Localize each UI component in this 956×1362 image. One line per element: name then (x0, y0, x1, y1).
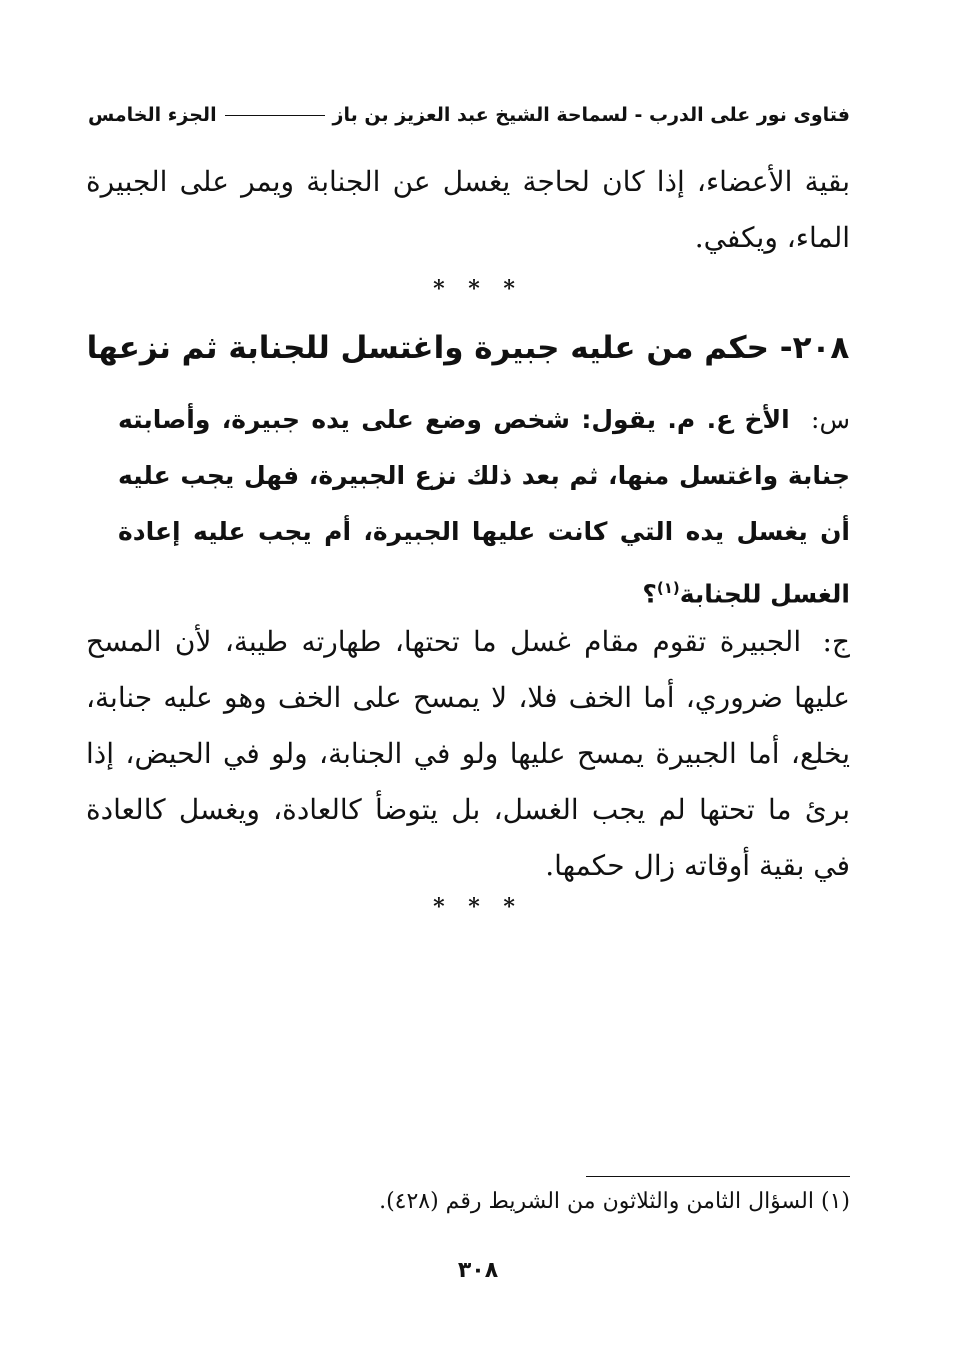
part-label: الجزء الخامس (88, 104, 217, 126)
footnote-reference: (١) (656, 579, 680, 597)
answer-paragraph (86, 614, 850, 894)
question-paragraph (118, 392, 850, 622)
section-separator: * * * (433, 276, 523, 302)
footnote-rule (586, 1176, 850, 1177)
question-marker: س: (811, 405, 850, 434)
question-end: ؟ (642, 579, 657, 609)
section-heading: ٢٠٨- حكم من عليه جبيرة واغتسل للجنابة ثم نزعها (86, 330, 850, 366)
footnote: (١) السؤال الثامن والثلاثون من الشريط رقم (٤٢٨). (379, 1189, 850, 1214)
continuation-paragraph: بقية الأعضاء، إذا كان لحاجة يغسل عن الجنابة ويمر على الجبيرة الماء، ويكفي. (86, 165, 850, 254)
answer-text: الجبيرة تقوم مقام غسل ما تحتها، طهارته طيبة، لأن المسح عليها ضروري، أما الخف فلا، لا يمسح على الخف وهو عليه جنابة، يخلع، أما الجبيرة يمسح عليها ولو في الجنابة، ولو في الحيض، إذا برئ ما تحتها لم يجب الغسل، بل يتوضأ كالعادة، ويغسل كالعادة في بقية أوقاته زال حكمها. (86, 625, 850, 882)
answer-marker: ج: (822, 625, 850, 658)
running-header (88, 98, 850, 132)
header-rule (225, 115, 325, 116)
running-title: فتاوى نور على الدرب - لسماحة الشيخ عبد العزيز بن باز (332, 104, 850, 126)
page-number: ٣٠٨ (457, 1258, 499, 1283)
question-text: الأخ ع. م. يقول: شخص وضع على يده جبيرة، وأصابته جنابة واغتسل منها، ثم بعد ذلك نزع الجبيرة، فهل يجب عليه أن يغسل يده التي كانت عليها الجبيرة، أم يجب عليه إعادة الغسل للجنابة (118, 405, 850, 609)
end-separator: * * * (433, 894, 523, 920)
